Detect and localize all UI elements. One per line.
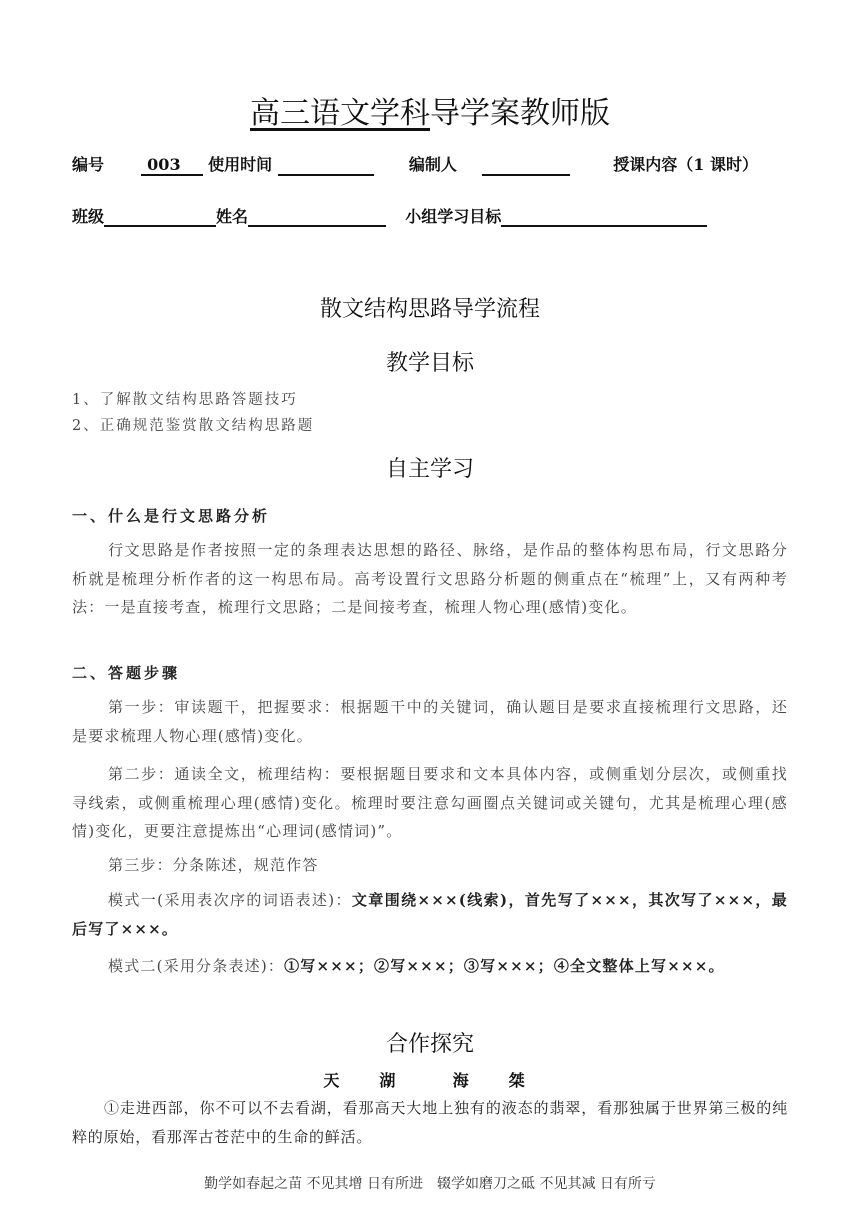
- meta-row-1: [72, 152, 758, 176]
- time-label: 使用时间: [208, 155, 273, 174]
- editor-blank[interactable]: [482, 156, 570, 176]
- main-title: 散文结构思路导学流程: [319, 297, 540, 322]
- step-2: 第二步：通读全文，梳理结构：要根据题目要求和文本具体内容，或侧重划分层次，或侧重找寻线索，或侧重梳理心理(感情)变化。梳理时要注意勾画圈点关键词或关键句，尤其是梳理心理(感情)变化，更要注意提炼出“心理词(感情词)”。: [72, 765, 788, 840]
- self-study-title: 自主学习: [385, 457, 474, 482]
- goal-blank[interactable]: [501, 207, 707, 227]
- mode-2-label: 模式二(采用分条表述)：: [108, 957, 285, 975]
- step-3: 第三步：分条陈述，规范作答: [108, 856, 319, 874]
- name-label: 姓名: [216, 207, 249, 226]
- class-label: 班级: [72, 207, 105, 226]
- coop-title: 合作探究: [385, 1032, 474, 1057]
- class-blank[interactable]: [104, 207, 216, 227]
- objective-1: 1、了解散文结构思路答题技巧: [72, 392, 298, 408]
- number-value: 003: [141, 155, 202, 176]
- number-label: 编号: [72, 155, 105, 174]
- time-blank[interactable]: [278, 156, 374, 176]
- name-blank[interactable]: [248, 207, 386, 227]
- mode-1: [72, 886, 788, 943]
- mode-1-label: 模式一(采用表次序的词语表述)：: [108, 891, 352, 909]
- objectives-title: 教学目标: [385, 351, 474, 376]
- passage-author: 海 桀: [452, 1071, 537, 1090]
- mode-2-text: ①写×××；②写×××；③写×××；④全文整体上写×××。: [284, 957, 725, 975]
- content-label: 授课内容（1 课时）: [613, 155, 758, 174]
- title-rest: 导学案教师版: [430, 96, 610, 131]
- meta-row-2: [72, 204, 707, 227]
- q1-paragraph: 行文思路是作者按照一定的条理表达思想的路径、脉络，是作品的整体构思布局，行文思路分析就是梳理分析作者的这一构思布局。高考设置行文思路分析题的侧重点在“梳理”上，又有两种考法：一是直接考查，梳理行文思路；二是间接考查，梳理人物心理(感情)变化。: [72, 541, 788, 616]
- editor-label: 编制人: [408, 155, 457, 174]
- mode-1-text: 文章围绕×××(线索)，首先写了×××，其次写了×××，最后写了×××。: [72, 891, 788, 938]
- page-title: [0, 88, 860, 132]
- step-1: 第一步：审读题干，把握要求：根据题干中的关键词，确认题目是要求直接梳理行文思路，还是要求梳理人物心理(感情)变化。: [72, 698, 788, 745]
- title-subject: 高三语文学科: [250, 96, 430, 131]
- passage-paragraph-1: ①走进西部，你不可以不去看湖，看那高天大地上独有的液态的翡翠，看那独属于世界第三极的纯粹的原始，看那浑古苍茫中的生命的鲜活。: [72, 1099, 788, 1146]
- footer-motto: 勤学如春起之苗 不见其增 日有所进 辍学如磨刀之砥 不见其减 日有所亏: [204, 1176, 656, 1192]
- q2-heading: 二、答题步骤: [72, 664, 181, 682]
- mode-2: [72, 952, 788, 981]
- passage-heading: [0, 1068, 860, 1091]
- goal-label: 小组学习目标: [405, 207, 502, 226]
- q1-heading: 一、什么是行文思路分析: [72, 507, 271, 525]
- passage-title: 天 湖: [323, 1071, 408, 1090]
- objective-2: 2、正确规范鉴赏散文结构思路题: [72, 418, 315, 434]
